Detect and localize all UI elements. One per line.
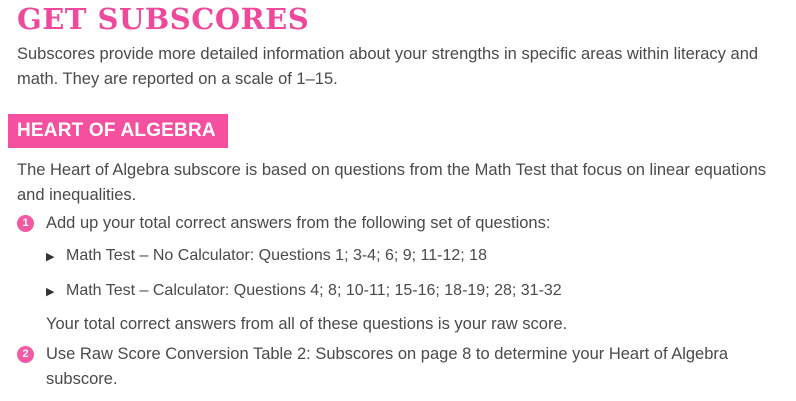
intro-text: Subscores provide more detailed information about your strengths in specific areas within literacy and math. They are reported on a scale of 1–15. <box>17 45 759 88</box>
step-text: Use Raw Score Conversion Table 2: Subscores on page 8 to determine your Heart of Algebra subscore. <box>46 345 729 388</box>
triangle-right-icon: ▶ <box>46 286 55 298</box>
list-item-text: Math Test – No Calculator: Questions 1; 3-4; 6; 9; 11-12; 18 <box>66 247 487 264</box>
triangle-right-icon: ▶ <box>46 251 55 263</box>
list-item <box>46 280 562 303</box>
section-title: HEART OF ALGEBRA <box>17 120 216 141</box>
list-item <box>46 245 487 268</box>
section-description: The Heart of Algebra subscore is based on questions from the Math Test that focus on linear equations and inequalities. <box>17 161 767 204</box>
page-title: GET SUBSCORES <box>17 2 310 36</box>
step-number-badge: 1 <box>17 215 34 232</box>
step-number-badge: 2 <box>17 346 34 363</box>
section-header-band <box>8 114 228 148</box>
step-text: Add up your total correct answers from the following set of questions: <box>46 214 551 232</box>
raw-score-note: Your total correct answers from all of these questions is your raw score. <box>46 315 568 333</box>
list-item-text: Math Test – Calculator: Questions 4; 8; 10-11; 15-16; 18-19; 28; 31-32 <box>66 282 562 299</box>
